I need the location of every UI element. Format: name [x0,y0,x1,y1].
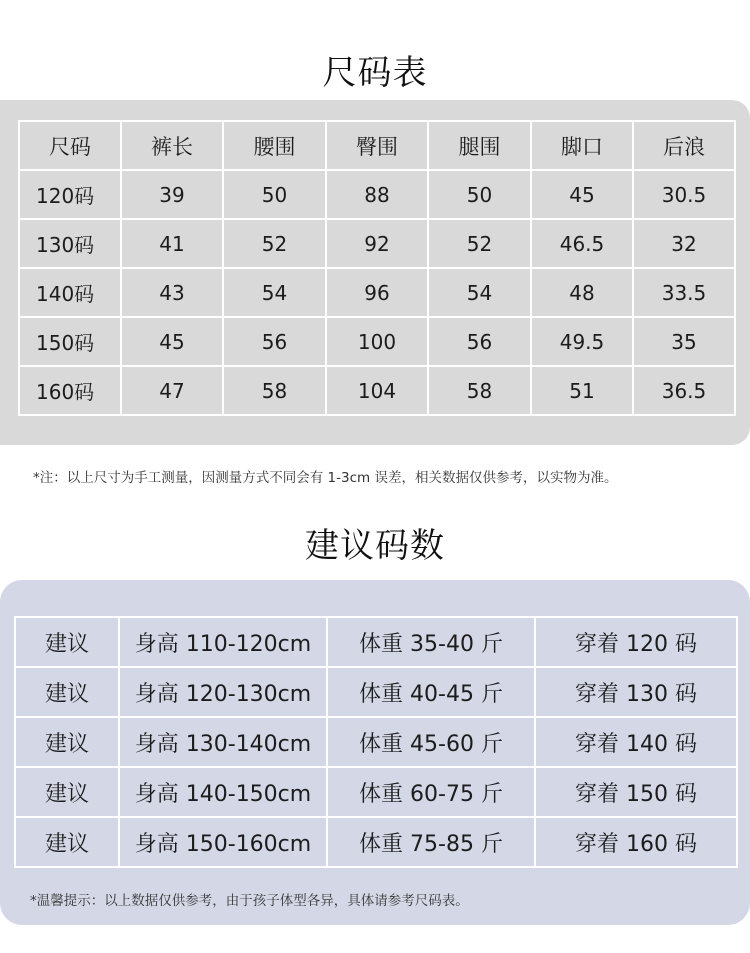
recommended-size: 穿着 150 码 [535,767,737,817]
size-chart-note: *注：以上尺寸为手工测量，因测量方式不同会有 1-3cm 误差，相关数据仅供参考，以实物为准。 [33,470,618,486]
header-hip: 臀围 [326,121,428,170]
table-cell: 39 [121,170,223,219]
suggest-label: 建议 [15,817,119,867]
table-cell: 49.5 [531,317,633,366]
size-chart-table [18,120,736,416]
table-row [15,817,737,867]
size-cell: 160码 [19,366,121,415]
height-range: 身高 130-140cm [119,717,327,767]
table-cell: 48 [531,268,633,317]
table-cell: 50 [223,170,326,219]
header-thigh: 腿围 [428,121,531,170]
suggest-label: 建议 [15,767,119,817]
size-cell: 120码 [19,170,121,219]
table-cell: 56 [223,317,326,366]
table-cell: 33.5 [633,268,735,317]
table-row [19,366,735,415]
height-range: 身高 140-150cm [119,767,327,817]
height-range: 身高 150-160cm [119,817,327,867]
height-range: 身高 120-130cm [119,667,327,717]
table-cell: 30.5 [633,170,735,219]
recommended-size: 穿着 120 码 [535,617,737,667]
table-row [15,617,737,667]
table-cell: 35 [633,317,735,366]
size-cell: 140码 [19,268,121,317]
table-cell: 58 [428,366,531,415]
table-cell: 32 [633,219,735,268]
table-cell: 46.5 [531,219,633,268]
size-cell: 130码 [19,219,121,268]
recommended-size: 穿着 160 码 [535,817,737,867]
recommendation-title: 建议码数 [305,526,445,566]
table-cell: 100 [326,317,428,366]
table-cell: 45 [531,170,633,219]
table-cell: 88 [326,170,428,219]
table-cell: 47 [121,366,223,415]
size-chart-title: 尺码表 [322,53,428,93]
suggest-label: 建议 [15,617,119,667]
recommended-size: 穿着 140 码 [535,717,737,767]
table-cell: 36.5 [633,366,735,415]
size-cell: 150码 [19,317,121,366]
table-row [19,317,735,366]
table-cell: 43 [121,268,223,317]
table-cell: 41 [121,219,223,268]
table-cell: 56 [428,317,531,366]
recommendation-panel [0,580,750,925]
table-cell: 50 [428,170,531,219]
table-cell: 92 [326,219,428,268]
weight-range: 体重 35-40 斤 [327,617,535,667]
table-row [15,717,737,767]
header-pants-length: 裤长 [121,121,223,170]
height-range: 身高 110-120cm [119,617,327,667]
weight-range: 体重 60-75 斤 [327,767,535,817]
table-cell: 96 [326,268,428,317]
suggest-label: 建议 [15,667,119,717]
size-chart-panel [0,100,750,445]
table-cell: 54 [223,268,326,317]
table-cell: 45 [121,317,223,366]
table-cell: 52 [223,219,326,268]
recommendation-table [14,616,738,868]
suggest-label: 建议 [15,717,119,767]
weight-range: 体重 40-45 斤 [327,667,535,717]
table-cell: 104 [326,366,428,415]
table-cell: 54 [428,268,531,317]
table-row [15,667,737,717]
recommendation-note: *温馨提示：以上数据仅供参考，由于孩子体型各异，具体请参考尺码表。 [30,893,469,909]
table-row [19,268,735,317]
table-cell: 58 [223,366,326,415]
header-waist: 腰围 [223,121,326,170]
table-row [19,170,735,219]
weight-range: 体重 75-85 斤 [327,817,535,867]
table-cell: 52 [428,219,531,268]
header-leg-opening: 脚口 [531,121,633,170]
header-back-rise: 后浪 [633,121,735,170]
header-size: 尺码 [19,121,121,170]
table-cell: 51 [531,366,633,415]
weight-range: 体重 45-60 斤 [327,717,535,767]
table-row [19,219,735,268]
recommended-size: 穿着 130 码 [535,667,737,717]
size-header-row [19,121,735,170]
table-row [15,767,737,817]
